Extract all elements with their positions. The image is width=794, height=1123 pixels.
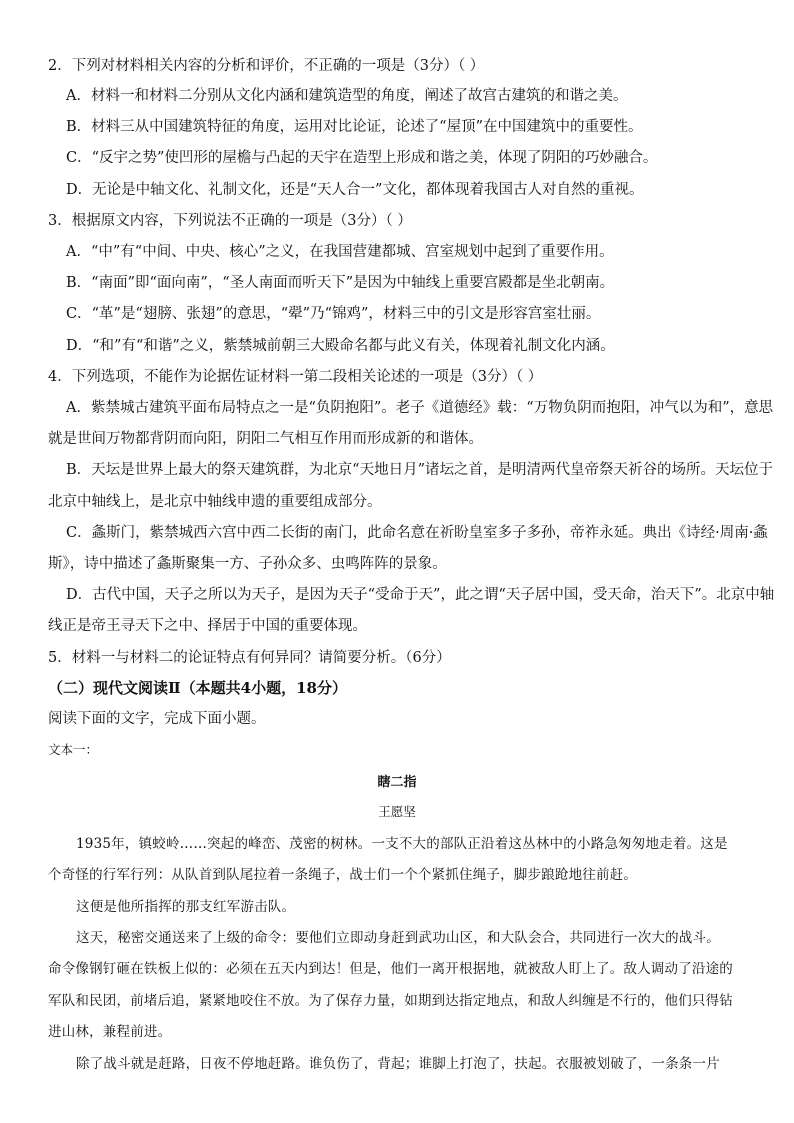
section-heading: （二）现代文阅读Ⅱ（本题共4小题，18分） — [48, 679, 347, 697]
question-4-option-c-cont: 斯》，诗中描述了螽斯聚集一方、子孙众多、虫鸣阵阵的景象。 — [48, 556, 447, 572]
question-4-option-d-cont: 线正是帝王寻天下之中、择居于中国的重要体现。 — [48, 618, 367, 634]
story-paragraph-3-line-1: 这天，秘密交通送来了上级的命令：要他们立即动身赶到武功山区，和大队会合，共同进行一次大的战斗。 — [76, 930, 720, 946]
question-4-option-c: C．螽斯门，紫禁城西六宫中西二长街的南门，此命名意在祈盼皇室多子多孙，帝祚永延。典出《诗经·周南·螽 — [66, 525, 768, 541]
question-4-option-d: D．古代中国，天子之所以为天子，是因为天子“受命于天”，此之谓“天子居中国，受天命，治天下”。北京中轴 — [66, 587, 775, 603]
question-3-option-c: C．“革”是“翅膀、张翅”的意思，“翚”乃“锦鸡”，材料三中的引文是形容宫室壮丽。 — [66, 306, 601, 322]
question-3-option-b: B．“南面”即“面向南”，“圣人南面而听天下”是因为中轴线上重要宫殿都是坐北朝南。 — [66, 275, 615, 291]
question-2-stem: 2．下列对材料相关内容的分析和评价，不正确的一项是（3分）（ ） — [48, 58, 485, 74]
story-paragraph-2: 这便是他所指挥的那支红军游击队。 — [76, 899, 296, 915]
question-2-option-a: A．材料一和材料二分别从文化内涵和建筑造型的角度，阐述了故宫古建筑的和谐之美。 — [66, 88, 628, 104]
question-3-option-d: D．“和”有“和谐”之义，紫禁城前朝三大殿命名都与此义有关，体现着礼制文化内涵。 — [66, 338, 615, 354]
question-4-stem: 4．下列选项，不能作为论据佐证材料一第二段相关论述的一项是（3分）（ ） — [48, 369, 543, 385]
question-2-option-b: B．材料三从中国建筑特征的角度，运用对比论证，论述了“屋顶”在中国建筑中的重要性。 — [66, 119, 643, 135]
story-author: 王愿坚 — [378, 804, 416, 819]
question-4-option-b-cont: 北京中轴线上，是北京中轴线申遗的重要组成部分。 — [48, 494, 382, 510]
question-4-option-b: B．天坛是世界上最大的祭天建筑群，为北京“天地日月”诸坛之首，是明清两代皇帝祭天祈谷的场所。天坛位于 — [66, 462, 773, 478]
story-paragraph-3-line-3: 军队和民团，前堵后追，紧紧地咬住不放。为了保存力量，如期到达指定地点，和敌人纠缠是不行的，他们只得钻 — [48, 993, 733, 1009]
story-paragraph-1-line-1: 1935年，镇蛟岭……突起的峰峦、茂密的树林。一支不大的部队正沿着这丛林中的小路急匆匆地走着。这是 — [76, 836, 728, 852]
question-3-stem: 3．根据原文内容，下列说法不正确的一项是（3分）（ ） — [48, 213, 412, 229]
section-instruction: 阅读下面的文字，完成下面小题。 — [48, 711, 266, 727]
question-5-stem: 5．材料一与材料二的论证特点有何异同？请简要分析。（6分） — [48, 650, 451, 666]
question-2-option-c: C．“反宇之势”使凹形的屋檐与凸起的天宇在造型上形成和谐之美，体现了阴阳的巧妙融合。 — [66, 150, 658, 166]
question-3-option-a: A．“中”有“中间、中央、核心”之义，在我国营建都城、宫室规划中起到了重要作用。 — [66, 244, 614, 260]
story-paragraph-3-line-2: 命令像钢钉砸在铁板上似的：必须在五天内到达！但是，他们一离开根据地，就被敌人盯上了。敌人调动了沿途的 — [48, 961, 733, 977]
question-2-option-d: D．无论是中轴文化、礼制文化，还是“天人合一”文化，都体现着我国古人对自然的重视。 — [66, 182, 644, 198]
story-title: 瞎二指 — [377, 775, 417, 790]
question-4-option-a-cont: 就是世间万物都背阴而向阳，阴阳二气相互作用而形成新的和谐体。 — [48, 431, 483, 447]
story-paragraph-1-line-2: 个奇怪的行军行列：从队首到队尾拉着一条绳子，战士们一个个紧抓住绳子，脚步踉跄地往前赶。 — [48, 867, 638, 883]
text-label: 文本一： — [48, 742, 99, 757]
story-paragraph-3-line-4: 进山林，兼程前进。 — [48, 1024, 172, 1040]
question-4-option-a: A．紫禁城古建筑平面布局特点之一是“负阴抱阳”。老子《道德经》载：“万物负阴而抱阳，冲气以为和”，意思 — [66, 400, 774, 416]
story-paragraph-4-line-1: 除了战斗就是赶路，日夜不停地赶路。谁负伤了，背起；谁脚上打泡了，扶起。衣服被划破了，一条条一片 — [76, 1056, 720, 1072]
